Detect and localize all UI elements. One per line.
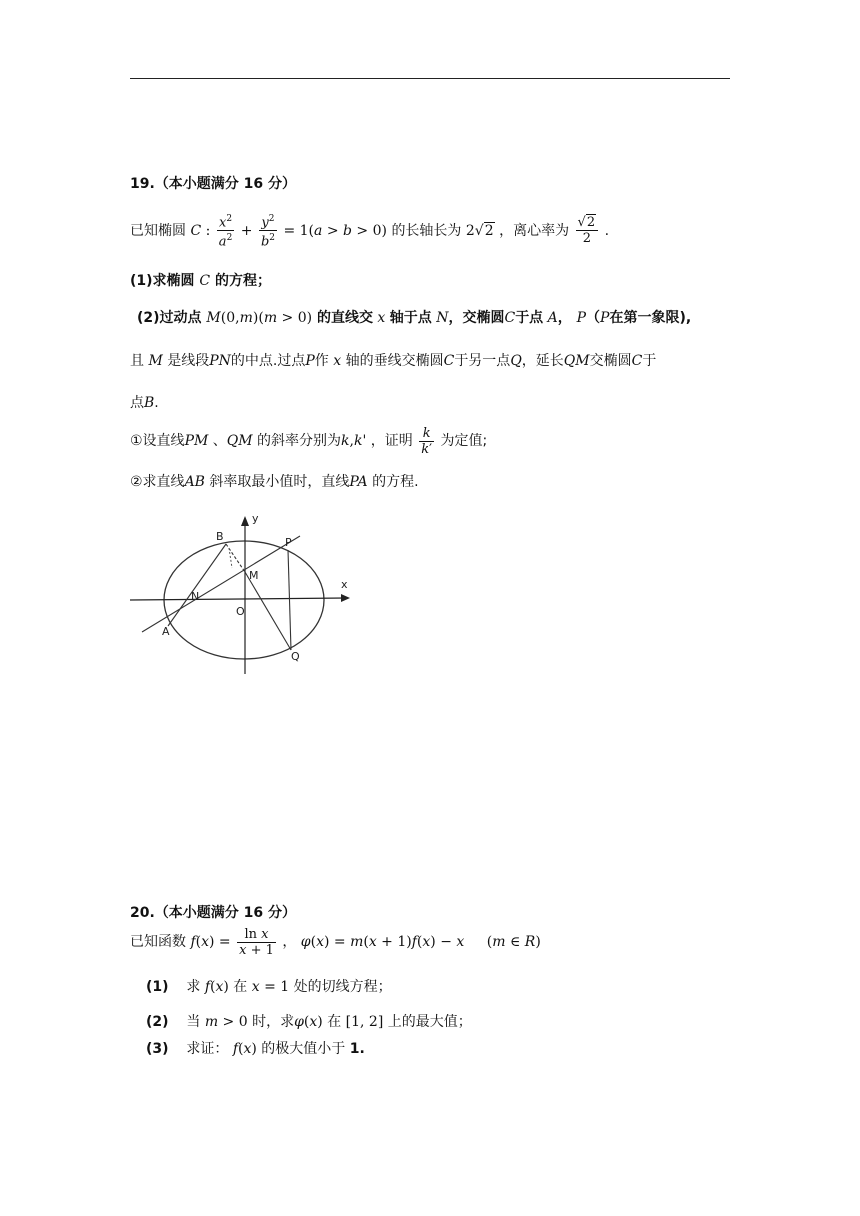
line-ab — [168, 544, 226, 626]
line-mq — [245, 572, 291, 650]
line-pq — [288, 550, 291, 650]
q19-line3: 且 M 是线段PN的中点.过点P作 x 轴的垂线交椭圆C于另一点Q，延长QM交椭圆C于 — [130, 353, 657, 369]
q19-sub1: ①设直线PM 、QM 的斜率分别为k,k' ，证明 $\frac{k}{k'}$ 为定值; — [130, 425, 488, 457]
x-axis — [130, 598, 346, 600]
q20-header: 20.（本小题满分 16 分） — [130, 905, 297, 921]
y-axis-arrow — [241, 516, 249, 526]
q19-intro: 已知椭圆 C : $\frac{x^2}{a^2}$ + $\frac{y^2}{b^2}$ = 1(a > b > 0) 的长轴长为 2√2 ，离心率为 $\frac{√2}{2}$ . — [130, 214, 610, 250]
q19-sub2: ②求直线AB 斜率取最小值时，直线PA 的方程. — [130, 474, 419, 490]
dashed-mark — [229, 548, 232, 568]
q20-part1: (1) 求 f(x) 在 x = 1 处的切线方程； — [146, 979, 392, 995]
ellipse-figure — [128, 508, 358, 678]
label-m: M — [249, 569, 259, 582]
x-axis-arrow — [341, 594, 350, 602]
q19-header: 19.（本小题满分 16 分） — [130, 176, 297, 192]
header-rule — [130, 78, 730, 79]
q20-intro: 已知函数 f(x) = $\frac{\text{ln x}}{x + 1}$ ， φ(x) = m(x + 1)f(x) − x (m ∈ R) — [130, 926, 541, 958]
q20-part3: (3) 求证： f(x) 的极大值小于 1. — [146, 1041, 365, 1057]
q19-part1: (1)求椭圆 C 的方程； — [130, 273, 272, 289]
q20-part2: (2) 当 m > 0 时，求φ(x) 在 [1, 2] 上的最大值； — [146, 1014, 472, 1030]
q19-part2: (2)过动点 M(0,m)(m > 0) 的直线交 x 轴于点 N，交椭圆C于点 A， P（P在第一象限), — [137, 310, 692, 326]
label-o: O — [236, 605, 245, 618]
label-a: A — [162, 625, 170, 638]
label-x: x — [341, 578, 348, 591]
label-n: N — [191, 590, 200, 603]
label-y: y — [252, 512, 259, 525]
label-p: P — [285, 536, 292, 549]
label-b: B — [216, 530, 224, 543]
label-q: Q — [291, 650, 300, 663]
q19-line4: 点B. — [130, 395, 159, 411]
